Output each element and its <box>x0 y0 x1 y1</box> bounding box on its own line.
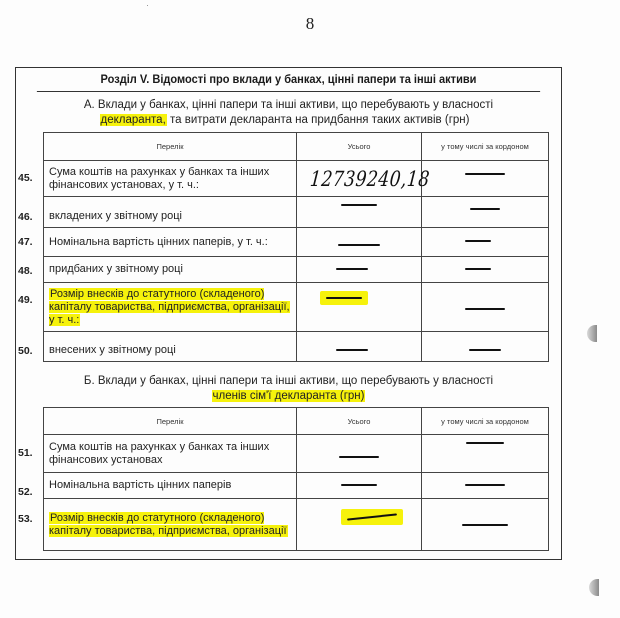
part-b-table <box>43 407 549 551</box>
row-number: 50. <box>18 345 33 357</box>
row-label <box>44 283 297 332</box>
dash-mark <box>336 349 368 351</box>
punch-hole-mark <box>587 325 597 342</box>
table-row-49 <box>44 283 549 332</box>
part-b-heading-line2 <box>15 389 562 404</box>
row-abroad-value <box>422 499 549 551</box>
row-number: 52. <box>18 486 33 498</box>
dash-mark <box>466 442 504 444</box>
page-number: 8 <box>305 14 315 33</box>
dash-mark <box>341 204 377 206</box>
scan-speck <box>147 5 148 6</box>
dash-mark <box>465 308 505 310</box>
table-header-row <box>44 408 549 435</box>
row-label <box>44 499 297 551</box>
row-label: внесених у звітному році <box>44 332 297 362</box>
column-header-list: Перелік <box>44 408 297 435</box>
row-number: 51. <box>18 447 33 459</box>
dash-mark <box>336 268 368 270</box>
dash-mark <box>465 240 491 242</box>
row-abroad-value <box>422 283 549 332</box>
row-label: Номінальна вартість цінних паперів <box>44 473 297 499</box>
row-label: вкладених у звітному році <box>44 197 297 228</box>
dash-mark <box>339 456 379 458</box>
table-header-row <box>44 133 549 161</box>
row-number: 47. <box>18 236 33 248</box>
part-b-heading <box>15 374 562 404</box>
row-abroad-value <box>422 161 549 197</box>
table-row-51 <box>44 435 549 473</box>
table-row-48 <box>44 257 549 283</box>
dash-mark <box>326 297 362 299</box>
highlighted-label: Розмір внесків до статутного (складеного) капіталу товариства, підприємства, організації, у т. ч.: <box>49 287 290 326</box>
handwritten-amount: 12739240,18 <box>309 166 431 191</box>
row-total-value <box>297 473 422 499</box>
row-label: Сума коштів на рахунках у банках та інших фінансових установах <box>44 435 297 473</box>
row-number: 49. <box>18 294 33 306</box>
column-header-total: Усього <box>297 408 422 435</box>
part-a-heading-line2 <box>15 113 562 128</box>
dash-mark <box>470 208 500 210</box>
dash-mark <box>469 349 501 351</box>
punch-hole-mark <box>589 579 599 596</box>
row-abroad-value <box>422 435 549 473</box>
section-title: Розділ V. Відомості про вклади у банках, цінні папери та інші активи <box>37 67 540 92</box>
part-b-heading-line1: Б. Вклади у банках, цінні папери та інші активи, що перебувають у власності <box>83 375 494 387</box>
table-row-53 <box>44 499 549 551</box>
row-label: Номінальна вартість цінних паперів, у т. ч.: <box>44 228 297 257</box>
part-a-heading <box>15 98 562 128</box>
row-total-value <box>297 332 422 362</box>
dash-mark <box>338 244 380 246</box>
row-total-value <box>297 228 422 257</box>
row-abroad-value <box>422 332 549 362</box>
part-a-table <box>43 132 549 362</box>
highlighted-dash <box>320 291 368 305</box>
row-label: Сума коштів на рахунках у банках та інших фінансових установах, у т. ч.: <box>44 161 297 197</box>
row-total-value <box>297 499 422 551</box>
row-total-value <box>297 197 422 228</box>
dash-mark <box>465 268 491 270</box>
column-header-abroad: у тому числі за кордоном <box>422 133 549 161</box>
column-header-abroad: у тому числі за кордоном <box>422 408 549 435</box>
column-header-total: Усього <box>297 133 422 161</box>
row-total-value <box>297 435 422 473</box>
column-header-list: Перелік <box>44 133 297 161</box>
dash-mark <box>465 484 505 486</box>
part-a-heading-line1: А. Вклади у банках, цінні папери та інші активи, що перебувають у власності <box>83 99 494 111</box>
row-abroad-value <box>422 228 549 257</box>
highlight-declarant: декларанта, <box>100 114 166 126</box>
table-row-47 <box>44 228 549 257</box>
part-a-heading-line2-rest: та витрати декларанта на придбання таких активів (грн) <box>166 114 470 126</box>
table-row-45 <box>44 161 549 197</box>
dash-mark <box>341 484 377 486</box>
row-abroad-value <box>422 257 549 283</box>
highlight-family-members: членів сім'ї декларанта (грн) <box>212 390 365 402</box>
row-abroad-value <box>422 473 549 499</box>
table-row-52 <box>44 473 549 499</box>
highlighted-dash <box>341 509 403 525</box>
dash-mark <box>462 524 508 526</box>
row-number: 46. <box>18 211 33 223</box>
row-label: придбаних у звітному році <box>44 257 297 283</box>
table-row-50 <box>44 332 549 362</box>
highlighted-label: Розмір внесків до статутного (складеного) капіталу товариства, підприємства, організації <box>49 511 287 537</box>
row-total-value <box>297 161 431 197</box>
row-total-value <box>297 283 422 332</box>
row-number: 45. <box>18 172 33 184</box>
row-number: 53. <box>18 513 33 525</box>
row-total-value <box>297 257 422 283</box>
table-row-46 <box>44 197 549 228</box>
row-number: 48. <box>18 265 33 277</box>
dash-mark <box>465 173 505 175</box>
row-abroad-value <box>422 197 549 228</box>
dash-mark <box>347 513 397 520</box>
